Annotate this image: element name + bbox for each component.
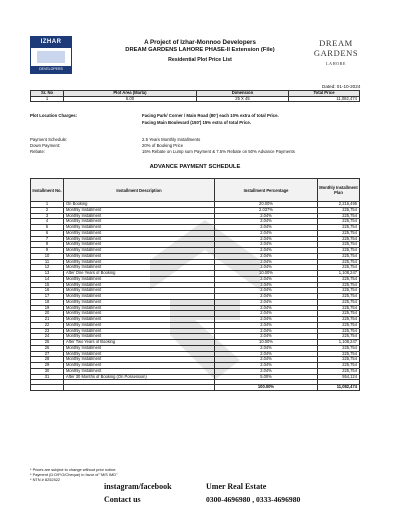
plot-price-table <box>30 90 360 102</box>
header-installment-percentage: Installment Percentage <box>215 179 318 202</box>
installment-description: Monthly Installment <box>64 213 215 219</box>
installment-percentage: 2.04% <box>215 368 318 374</box>
installment-description: Monthly Installment <box>64 363 215 369</box>
installment-no: 25 <box>31 340 64 346</box>
installment-no: 24 <box>31 334 64 340</box>
empty-cell <box>64 385 215 391</box>
installment-percentage: 2.04% <box>215 219 318 225</box>
installment-amount: 225,754 <box>318 294 360 300</box>
contact-label: Contact us <box>104 495 141 504</box>
installment-description: Monthly Installment <box>64 288 215 294</box>
installment-amount: 225,754 <box>318 334 360 340</box>
installment-percentage: 2.04% <box>215 236 318 242</box>
location-charges-line1: Facing Park/ Corner / Main Road (80') each 10% extra of total Price. <box>142 113 279 118</box>
installment-percentage: 2.04% <box>215 345 318 351</box>
installment-description: Monthly Installment <box>64 242 215 248</box>
installment-description: Monthly Installment <box>64 294 215 300</box>
installment-no: 12 <box>31 265 64 271</box>
installment-amount: 225,754 <box>318 253 360 259</box>
installment-no: 22 <box>31 322 64 328</box>
agency-name: Umer Real Estate <box>206 482 267 491</box>
logo-bottom-text: DEVELOPERS <box>31 66 71 73</box>
installment-no: 5 <box>31 225 64 231</box>
installment-no: 15 <box>31 282 64 288</box>
watermark-logo <box>150 220 260 380</box>
note-price-change: * Prices are subject to change without prior notice. <box>30 467 117 472</box>
installment-percentage: 10.00% <box>215 271 318 277</box>
installment-percentage: 2.04% <box>215 230 318 236</box>
installment-percentage: 2.04% <box>215 248 318 254</box>
installment-amount: 225,754 <box>318 322 360 328</box>
down-payment-label: Down Payment: <box>30 143 61 148</box>
installment-percentage: 2.04% <box>215 276 318 282</box>
header-monthly-plan: Monthly Installment Plan <box>318 179 360 202</box>
installment-percentage: 5.00% <box>215 374 318 380</box>
installment-percentage: 10.00% <box>215 340 318 346</box>
installment-description: Monthly Installment <box>64 219 215 225</box>
installment-description: Monthly Installment <box>64 248 215 254</box>
installment-amount: 1,108,247 <box>318 340 360 346</box>
installment-amount: 225,754 <box>318 259 360 265</box>
installment-no: 13 <box>31 271 64 277</box>
header-installment-no: Installment No. <box>31 179 64 202</box>
installment-percentage: 2.04% <box>215 265 318 271</box>
installment-description: Monthly Installment <box>64 259 215 265</box>
installment-no: 31 <box>31 374 64 380</box>
installment-no: 21 <box>31 317 64 323</box>
installment-amount: 225,754 <box>318 299 360 305</box>
installment-description: After Two Years of Booking <box>64 340 215 346</box>
installment-amount: 225,754 <box>318 368 360 374</box>
plot-area: 5.00 <box>64 96 197 102</box>
brand-city: LAHORE <box>326 61 346 66</box>
header-installment-description: Installment Description <box>64 179 215 202</box>
installment-description: Monthly Installment <box>64 317 215 323</box>
installment-no: 29 <box>31 363 64 369</box>
installment-description: Monthly Installment <box>64 207 215 213</box>
installment-description: Monthly Installment <box>64 299 215 305</box>
installment-amount: 225,754 <box>318 328 360 334</box>
header-plot-area: Plot Area (Marla) <box>64 91 197 97</box>
installment-percentage: 2.04% <box>215 242 318 248</box>
payment-schedule-value: 2.5 Years Monthly Installments <box>142 137 201 142</box>
installment-no: 30 <box>31 368 64 374</box>
header-total-price: Total Price <box>289 91 360 97</box>
project-name: DREAM GARDENS LAHORE PHASE-II Extension (File) <box>125 47 275 53</box>
note-payment-favor: * Payment (D.D/P.O/Cheque) in favor of "M/S IMD" <box>30 472 118 477</box>
document-title: Residential Plot Price List <box>168 57 232 63</box>
brand-name: DREAM GARDENS <box>313 38 359 58</box>
installment-amount: 225,754 <box>318 311 360 317</box>
installment-no: 11 <box>31 259 64 265</box>
installment-no: 23 <box>31 328 64 334</box>
installment-no: 2 <box>31 207 64 213</box>
installment-percentage: 2.04% <box>215 317 318 323</box>
location-charges-label: Plot Location Charges: <box>30 113 78 118</box>
installment-description: Monthly Installment <box>64 334 215 340</box>
installment-percentage: 2.04% <box>215 299 318 305</box>
installment-no: 1 <box>31 202 64 208</box>
installment-amount: 225,754 <box>318 317 360 323</box>
installment-amount: 225,754 <box>318 242 360 248</box>
installment-amount: 225,754 <box>318 357 360 363</box>
installment-amount: 225,754 <box>318 219 360 225</box>
installment-description: Monthly Installment <box>64 236 215 242</box>
installment-description: Monthly Installment <box>64 311 215 317</box>
installment-percentage: 2.04% <box>215 282 318 288</box>
installment-percentage: 2.04% <box>215 288 318 294</box>
installment-no: 9 <box>31 248 64 254</box>
plot-sr-no: 1 <box>31 96 64 102</box>
installment-amount: 225,754 <box>318 207 360 213</box>
logo-mark <box>37 51 65 63</box>
installment-percentage: 2.04% <box>215 363 318 369</box>
installment-no: 6 <box>31 230 64 236</box>
installment-percentage: 2.04% <box>215 351 318 357</box>
installment-percentage: 2.04% <box>215 311 318 317</box>
installment-percentage: 2.04% <box>215 213 318 219</box>
installment-no: 20 <box>31 311 64 317</box>
installment-percentage: 2.037% <box>215 207 318 213</box>
installment-amount: 225,754 <box>318 265 360 271</box>
installment-percentage: 2.04% <box>215 259 318 265</box>
installment-percentage: 2.04% <box>215 305 318 311</box>
payment-schedule-label: Payment Schedule: <box>30 137 68 142</box>
installment-amount: 225,754 <box>318 288 360 294</box>
installment-description: Monthly Installment <box>64 253 215 259</box>
installment-description: On Booking <box>64 202 215 208</box>
project-owner-line: A Project of Izhar-Monnoo Developers <box>144 39 256 46</box>
rebate-value: 15% Rebate on Lump sum Payment & 7.5% Rebate on 50% Advance Payments <box>142 149 295 154</box>
installment-percentage: 20.00% <box>215 202 318 208</box>
total-row <box>31 385 360 391</box>
installment-description: After 30 Months of Booking (On Possession) <box>64 374 215 380</box>
dream-gardens-logo <box>300 38 372 66</box>
installment-no: 19 <box>31 305 64 311</box>
schedule-title: ADVANCE PAYMENT SCHEDULE <box>149 164 241 170</box>
installment-description: Monthly Installment <box>64 265 215 271</box>
installment-description: Monthly Installment <box>64 225 215 231</box>
installment-no: 10 <box>31 253 64 259</box>
logo-top-text: IZHAR <box>31 37 71 48</box>
installment-percentage: 2.04% <box>215 357 318 363</box>
installment-amount: 225,754 <box>318 213 360 219</box>
installment-amount: 554,124 <box>318 374 360 380</box>
installment-description: Monthly Installment <box>64 282 215 288</box>
installment-no: 4 <box>31 219 64 225</box>
installment-percentage: 2.04% <box>215 334 318 340</box>
installment-no: 3 <box>31 213 64 219</box>
installment-no: 26 <box>31 345 64 351</box>
plot-table-row <box>31 96 360 102</box>
installment-no: 17 <box>31 294 64 300</box>
installment-amount: 225,754 <box>318 305 360 311</box>
installment-description: Monthly Installment <box>64 328 215 334</box>
installment-description: Monthly Installment <box>64 276 215 282</box>
header-sr-no: Sr. No <box>31 91 64 97</box>
installment-description: Monthly Installment <box>64 305 215 311</box>
installment-description: Monthly Installment <box>64 351 215 357</box>
installment-amount: 225,754 <box>318 230 360 236</box>
empty-cell <box>31 385 64 391</box>
installment-description: After One Years of Booking <box>64 271 215 277</box>
installment-amount: 225,754 <box>318 276 360 282</box>
plot-total-price: 11,082,474 <box>289 96 360 102</box>
installment-amount: 225,754 <box>318 345 360 351</box>
installment-no: 16 <box>31 288 64 294</box>
down-payment-value: 20% of Booking Price <box>142 143 184 148</box>
installment-no: 18 <box>31 299 64 305</box>
installment-percentage: 2.04% <box>215 225 318 231</box>
plot-dimension: 25 X 45 <box>196 96 288 102</box>
installment-no: 8 <box>31 242 64 248</box>
installment-no: 27 <box>31 351 64 357</box>
installment-description: Monthly Installment <box>64 230 215 236</box>
installment-amount: 1,108,247 <box>318 271 360 277</box>
installment-percentage: 2.04% <box>215 253 318 259</box>
installment-description: Monthly Installment <box>64 357 215 363</box>
installment-description: Monthly Installment <box>64 345 215 351</box>
phone-numbers: 0300-4696980 , 0333-4696980 <box>206 495 301 504</box>
installment-amount: 225,754 <box>318 225 360 231</box>
rebate-label: Rebate: <box>30 149 46 154</box>
installment-amount: 225,754 <box>318 248 360 254</box>
installment-no: 28 <box>31 357 64 363</box>
installment-amount: 2,216,495 <box>318 202 360 208</box>
note-ntn: * NTN # 8252522 <box>30 477 61 482</box>
dated-label: Dated: 01-10-2024 <box>322 84 361 89</box>
installment-no: 14 <box>31 276 64 282</box>
header-dimension: Dimension <box>196 91 288 97</box>
total-amount: 11,082,474 <box>318 385 360 391</box>
izhar-logo <box>30 36 72 74</box>
installment-description: Monthly Installment <box>64 322 215 328</box>
schedule-header-row <box>31 179 360 202</box>
installment-percentage: 2.04% <box>215 294 318 300</box>
installment-no: 7 <box>31 236 64 242</box>
social-handle: instagram/facebook <box>104 482 172 491</box>
installment-amount: 225,754 <box>318 363 360 369</box>
installment-percentage: 2.04% <box>215 322 318 328</box>
installment-amount: 225,754 <box>318 236 360 242</box>
installment-amount: 225,754 <box>318 282 360 288</box>
installment-description: Monthly Installment <box>64 368 215 374</box>
total-percentage: 100.00% <box>215 385 318 391</box>
installment-percentage: 2.04% <box>215 328 318 334</box>
location-charges-line2: Facing Main Boulevard (150') 15% extra of total Price. <box>142 120 251 125</box>
installment-amount: 225,754 <box>318 351 360 357</box>
